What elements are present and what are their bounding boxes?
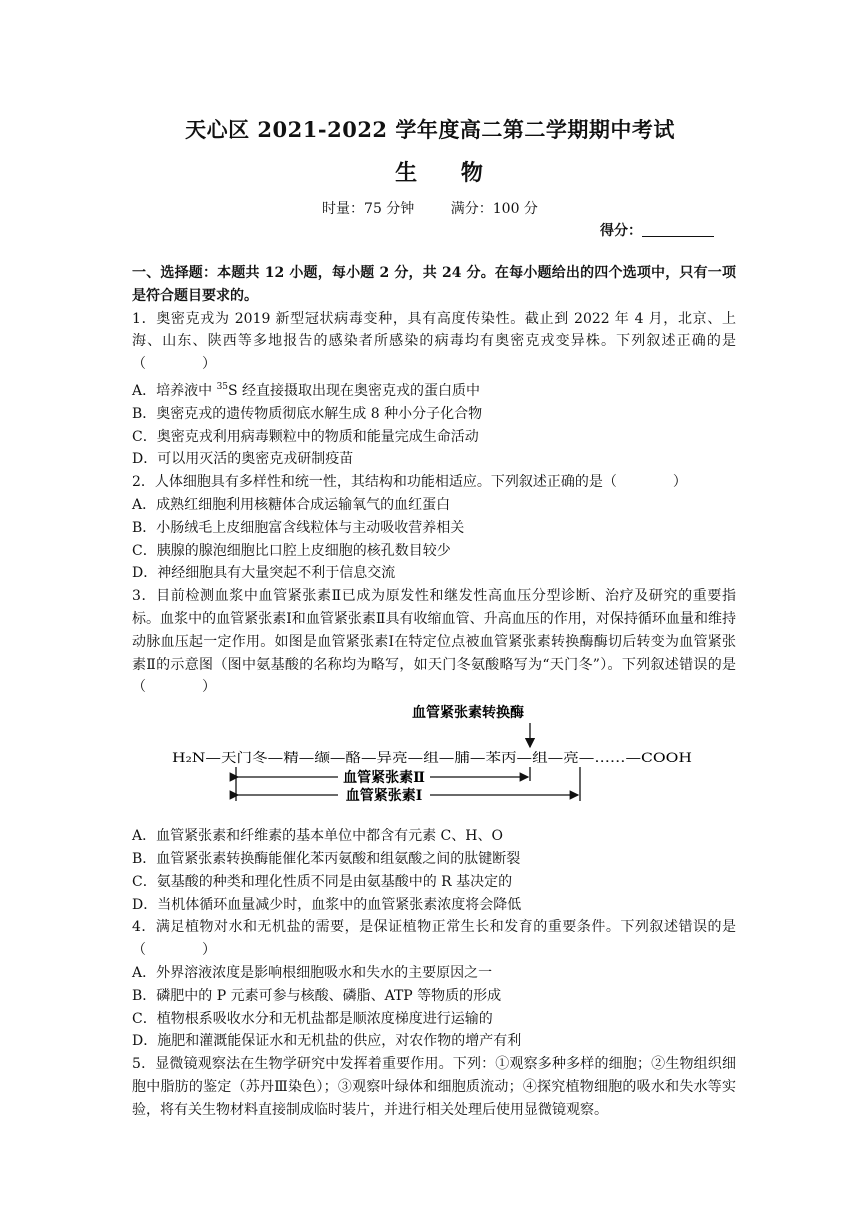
q4-option-c: C．植物根系吸收水分和无机盐都是顺浓度梯度进行运输的 xyxy=(132,1010,493,1027)
q4-option-b: B．磷肥中的 P 元素可参与核酸、磷脂、ATP 等物质的形成 xyxy=(132,987,502,1004)
q4-option-d: D．施肥和灌溉能保证水和无机盐的供应，对农作物的增产有利 xyxy=(132,1033,522,1050)
q4-stem: 4．满足植物对水和无机盐的需要，是保证植物正常生长和发育的重要条件。下列叙述错误的是（ ） xyxy=(132,919,736,959)
q1-stem: 1．奥密克戎为 2019 新型冠状病毒变种，具有高度传染性。截止到 2022 年 4 月，北京、上海、山东、陕西等多地报告的感染者所感染的病毒均有奥密克戎变异株。下列叙述正确的是（ ） xyxy=(132,310,736,373)
q3-option-d: D．当机体循环血量减少时，血浆中的血管紧张素浓度将会降低 xyxy=(132,896,522,913)
diagram-svg xyxy=(132,699,736,825)
exam-title: 天心区 2021-2022 学年度高二第二学期期中考试 xyxy=(185,117,675,142)
q1-option-c: C．奥密克戎利用病毒颗粒中的物质和能量完成生命活动 xyxy=(132,428,479,445)
q1-option-d: D．可以用灭活的奥密克戎研制疫苗 xyxy=(132,451,354,468)
score-label: 得分： xyxy=(600,223,642,239)
q3-option-b: B．血管紧张素转换酶能催化苯丙氨酸和组氨酸之间的肽键断裂 xyxy=(132,850,521,867)
q2-option-b: B．小肠绒毛上皮细胞富含线粒体与主动吸收营养相关 xyxy=(132,519,465,536)
score-field xyxy=(600,220,714,240)
full-score: 满分：100 分 xyxy=(450,201,538,217)
q1-option-a xyxy=(132,376,736,403)
q2-option-c: C．胰腺的腺泡细胞比口腔上皮细胞的核孔数目较少 xyxy=(132,542,451,559)
exam-content xyxy=(132,262,736,1122)
q2-option-a: A．成熟红细胞利用核糖体合成运输氧气的血红蛋白 xyxy=(132,496,451,513)
angiotensin-diagram xyxy=(132,699,736,825)
q3-stem: 3．目前检测血浆中血管紧张素Ⅱ已成为原发性和继发性高血压分型诊断、治疗及研究的重要指标。血浆中的血管紧张素Ⅰ和血管紧张素Ⅱ具有收缩血管、升高血压的作用，对保持循环血量和维持动脉血压起一定作用。如图是血管紧张素Ⅰ在特定位点被血管紧张素转换酶酶切后转变为血管紧张素Ⅱ的示意图（图中氨基酸的名称均为略写，如天门冬氨酸略写为“天门冬”）。下列叙述错误的是（ ） xyxy=(132,588,736,696)
q4-option-a: A．外界溶液浓度是影响根细胞吸水和失水的主要原因之一 xyxy=(132,964,493,981)
q1-a-prefix: A．培养液中 xyxy=(132,382,217,399)
subject-title: 生 物 xyxy=(395,160,501,186)
q1-a-sup: 35 xyxy=(216,381,229,392)
amino-acid-chain: H₂N—天门冬—精—缬—酪—异亮—组—脯—苯丙—组—亮—……—COOH xyxy=(172,751,607,767)
section-heading: 一、选择题：本题共 12 小题，每小题 2 分，共 24 分。在每小题给出的四个选项中，只有一项是符合题目要求的。 xyxy=(132,265,736,304)
angiotensin-2-label: 血管紧张素Ⅱ xyxy=(343,770,425,787)
score-blank xyxy=(642,222,714,237)
angiotensin-1-label: 血管紧张素Ⅰ xyxy=(345,788,423,805)
enzyme-label: 血管紧张素转换酶 xyxy=(412,705,524,722)
q5-stem: 5．显微镜观察法在生物学研究中发挥着重要作用。下列：①观察多种多样的细胞；②生物组织细胞中脂肪的鉴定（苏丹Ⅲ染色）；③观察叶绿体和细胞质流动；④探究植物细胞的吸水和失水等实验，将有关生物材料直接制成临时装片，并进行相关处理后使用显微镜观察。 xyxy=(132,1056,736,1118)
q3-option-c: C．氨基酸的种类和理化性质不同是由氨基酸中的 R 基决定的 xyxy=(132,873,513,890)
q3-option-a: A．血管紧张素和纤维素的基本单位中都含有元素 C、H、O xyxy=(132,828,503,845)
q1-a-suffix: S 经直接摄取出现在奥密克戎的蛋白质中 xyxy=(228,382,481,399)
q2-option-d: D．神经细胞具有大量突起不利于信息交流 xyxy=(132,565,396,582)
time-limit: 时量：75 分钟 xyxy=(322,201,415,217)
exam-meta xyxy=(0,198,860,218)
q1-option-b: B．奥密克戎的遗传物质彻底水解生成 8 种小分子化合物 xyxy=(132,405,483,422)
q2-stem: 2．人体细胞具有多样性和统一性，其结构和功能相适应。下列叙述正确的是（ ） xyxy=(132,474,687,491)
